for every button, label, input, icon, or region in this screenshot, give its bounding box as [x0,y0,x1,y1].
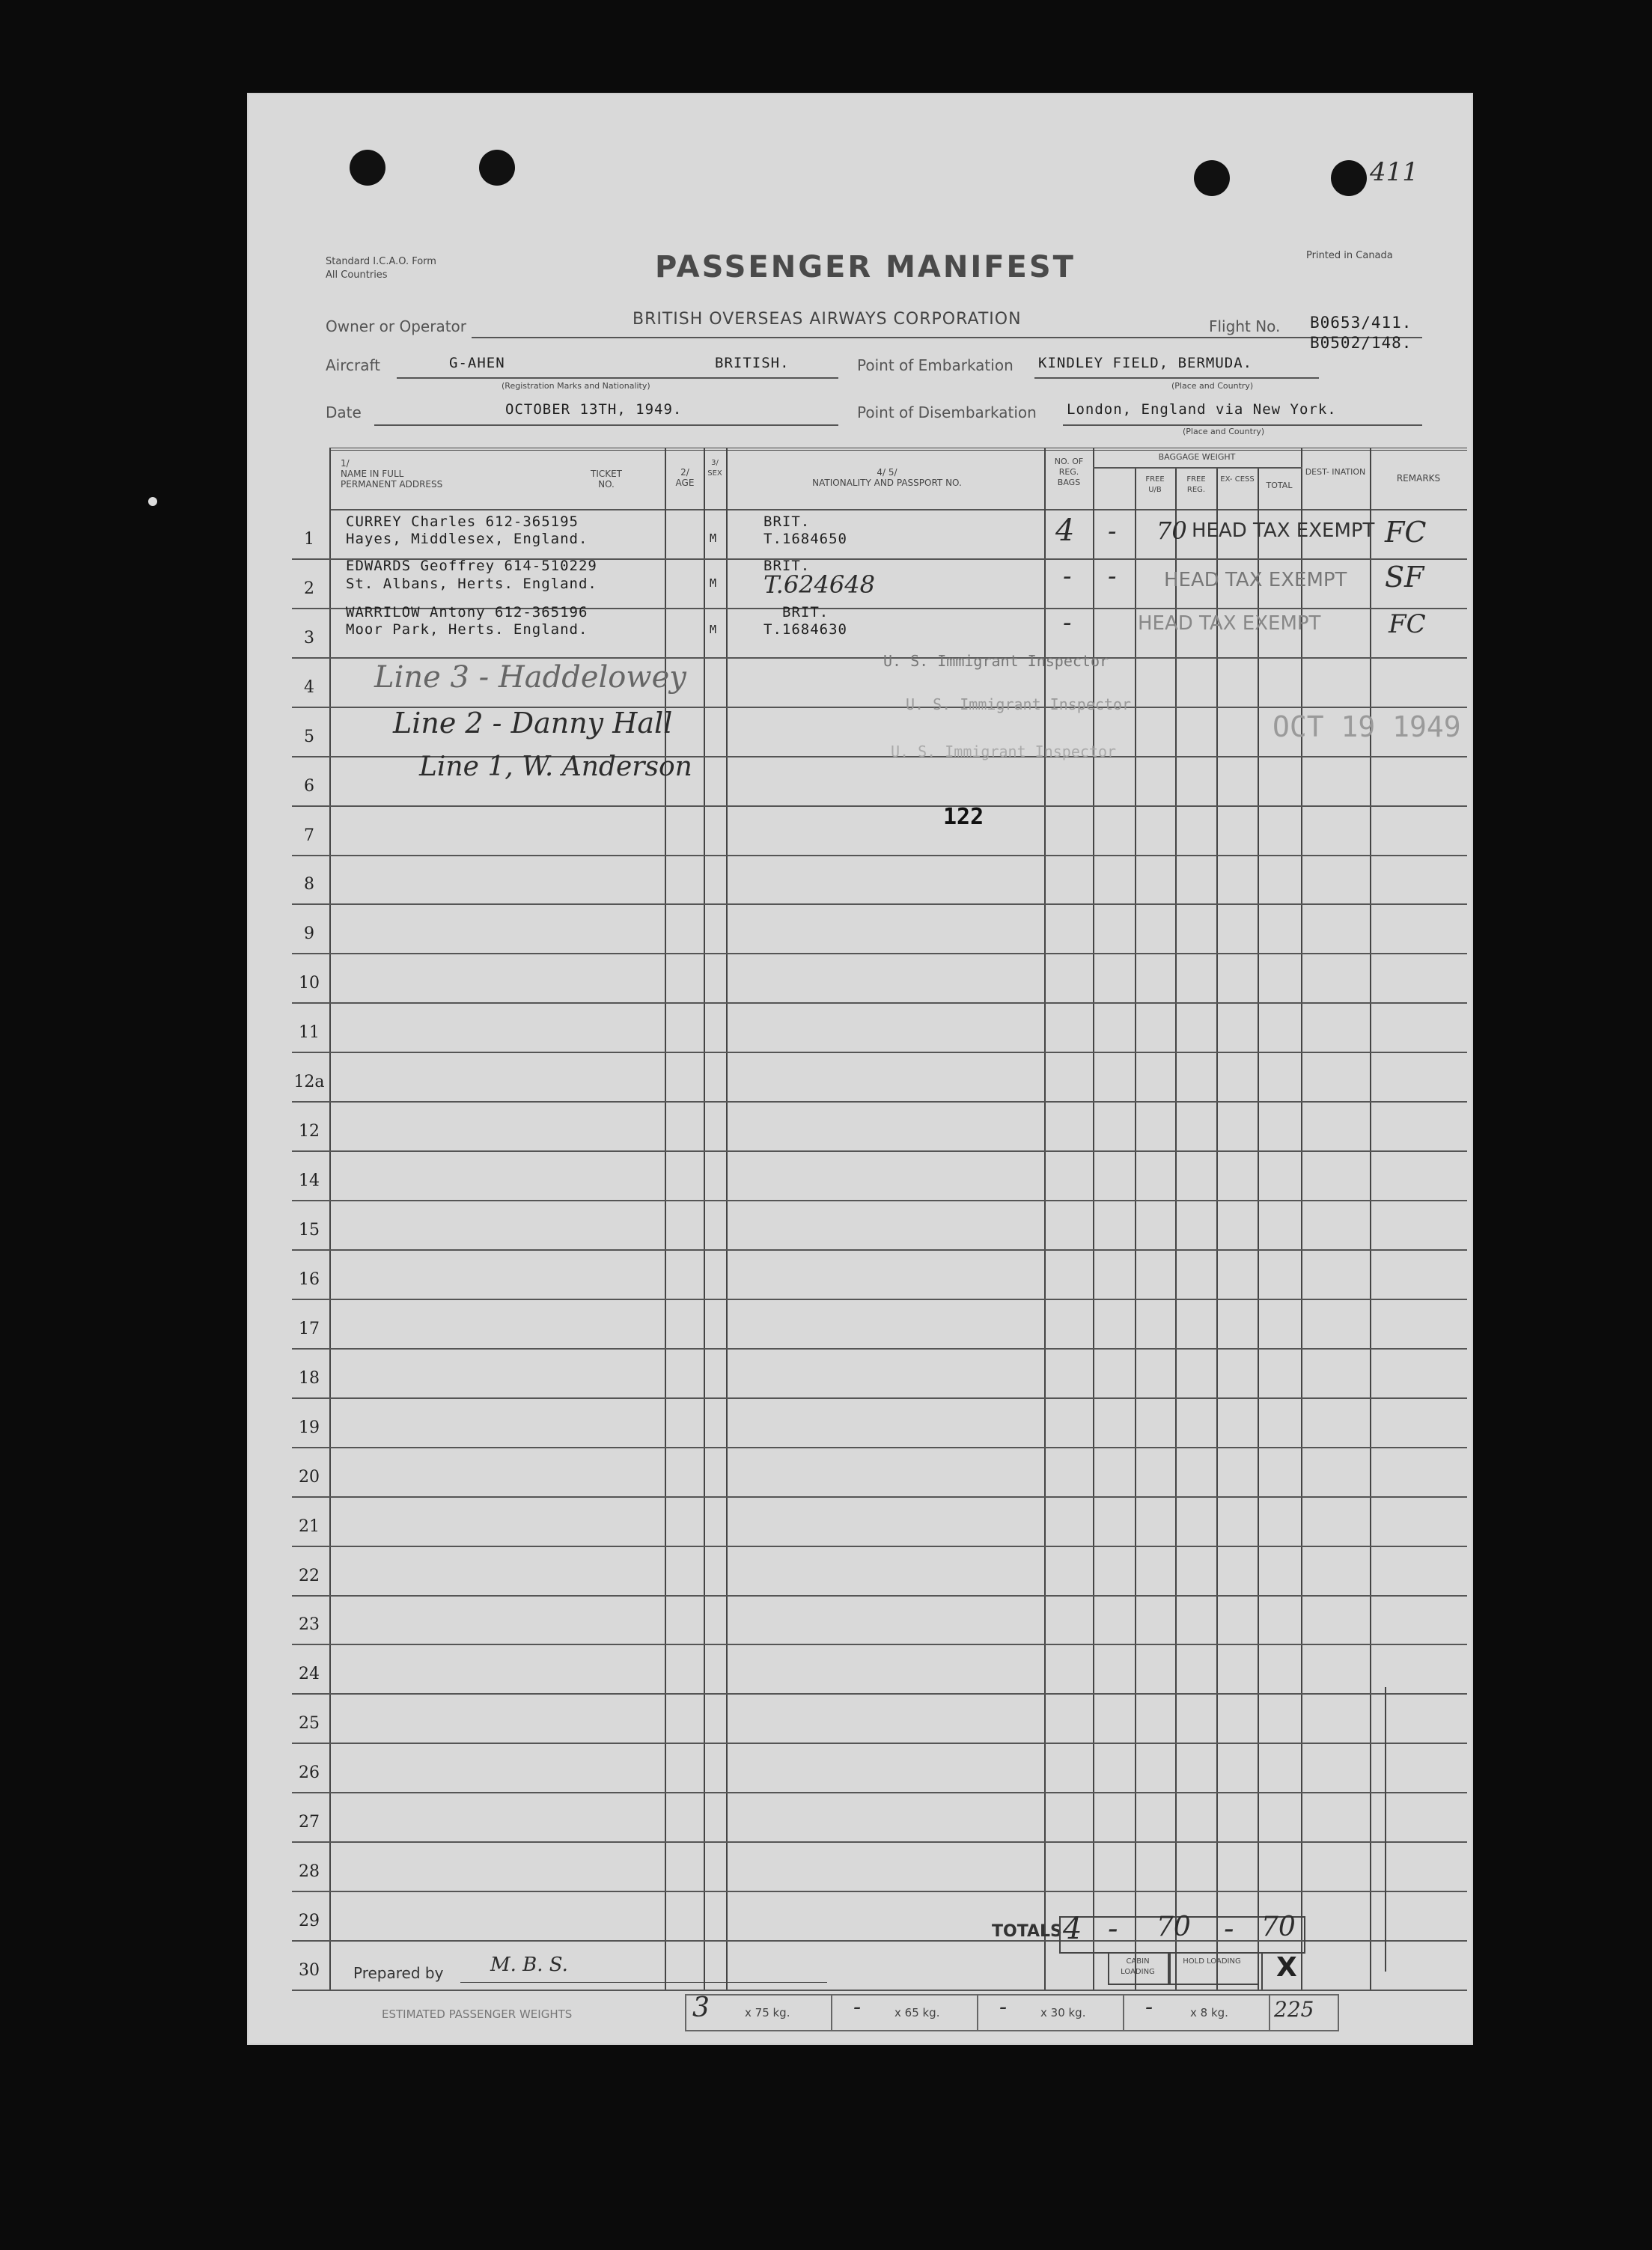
date-label: Date [326,403,362,421]
row-line [292,1299,1467,1300]
row-line [292,1150,1467,1152]
passenger-address: St. Albans, Herts. England. [346,576,597,592]
row-line [292,953,1467,954]
row-line [292,1693,1467,1695]
page-number: 411 [1370,157,1418,187]
weights-count-4: - [1145,1994,1153,2020]
weights-unit-2: x 65 kg. [894,2006,940,2019]
row-line [292,903,1467,905]
row-line [292,1002,1467,1004]
owner-value: BRITISH OVERSEAS AIRWAYS CORPORATION [633,310,1022,329]
printed-note: Printed in Canada [1306,250,1393,261]
row-number: 25 [299,1714,320,1734]
head-tax-stamp: HEAD TAX EXEMPT [1164,569,1347,591]
date-value: OCTOBER 13TH, 1949. [505,401,683,418]
row-number: 4 [304,677,314,697]
row-number: 11 [299,1023,320,1043]
col-destination: DEST- INATION [1305,467,1366,477]
row-line [292,1644,1467,1645]
cabin-loading-label: CABIN LOADING [1121,1957,1155,1976]
col-excess: EX- CESS [1220,475,1255,484]
passenger-name: CURREY Charles 612-365195 [346,513,579,530]
passenger-sex: M [710,623,718,636]
row-number: 26 [299,1763,320,1783]
col-nationality: 4/ 5/ NATIONALITY AND PASSPORT NO. [812,467,962,488]
passenger-free-reg: 70 [1156,516,1187,545]
row-line [292,1052,1467,1053]
passenger-name: WARRILOW Antony 612-365196 [346,604,588,621]
passenger-address: Moor Park, Herts. England. [346,621,588,638]
row-number: 8 [304,875,314,894]
passenger-address: Hayes, Middlesex, England. [346,531,588,547]
inspector-stamp-2: U. S. Immigrant Inspector [906,695,1132,713]
passenger-nationality: BRIT. [763,558,811,574]
row-number: 21 [299,1516,320,1536]
passenger-name: EDWARDS Geoffrey 614-510229 [346,558,597,574]
flight-label: Flight No. [1209,317,1281,335]
manifest-number: 122 [943,804,984,830]
weights-label: ESTIMATED PASSENGER WEIGHTS [382,2007,573,2021]
col-bags: NO. OF REG. BAGS [1054,457,1084,487]
weights-count-2: - [853,1994,862,2020]
row-number: 6 [304,776,314,796]
embark-label: Point of Embarkation [857,356,1014,374]
row-number: 28 [299,1862,320,1882]
punch-hole [479,150,515,186]
weights-total: 225 [1274,1997,1314,2022]
row-number: 19 [299,1418,320,1437]
row-line [292,1249,1467,1251]
flight-value-1: B0653/411. [1310,314,1412,332]
weights-count-1: 3 [692,1993,710,2023]
passenger-remarks: FC [1385,516,1427,549]
row-line [292,1595,1467,1597]
inspector-stamp-1: U. S. Immigrant Inspector [883,652,1109,670]
head-tax-stamp: HEAD TAX EXEMPT [1138,612,1321,635]
col-free-ub: FREE U/B [1145,475,1165,494]
punch-hole [350,150,385,186]
passenger-bags: - [1063,608,1072,638]
handwritten-line-3: Line 3 - Haddelowey [374,660,686,695]
row-line [292,1792,1467,1793]
row-number: 23 [299,1615,320,1635]
row-number: 18 [299,1368,320,1388]
row-number: 7 [304,826,314,845]
passenger-remarks: FC [1389,609,1426,639]
col-baggage-weight: BAGGAGE WEIGHT [1158,452,1236,462]
passenger-nationality: BRIT. [782,604,829,621]
owner-label: Owner or Operator [326,317,466,335]
totals-label: TOTALS [992,1922,1062,1941]
aircraft-label: Aircraft [326,356,381,374]
passenger-bags: - [1063,561,1072,591]
row-number: 9 [304,924,314,944]
totals-free-reg: 70 [1156,1912,1191,1942]
row-number: 22 [299,1566,320,1585]
passenger-free-ub: - [1108,561,1117,591]
row-line [292,1200,1467,1201]
row-line [292,855,1467,856]
totals-mark: X [1276,1952,1297,1983]
col-name: 1/ NAME IN FULL PERMANENT ADDRESS [341,458,443,490]
row-line [292,1496,1467,1498]
col-ticket: TICKET NO. [590,469,623,490]
row-line [292,1891,1467,1892]
punch-hole [1194,160,1230,196]
totals-total: 70 [1261,1912,1296,1942]
row-number: 1 [304,529,314,549]
row-number: 3 [304,628,314,647]
row-number: 16 [299,1269,320,1289]
disembark-label: Point of Disembarkation [857,403,1037,421]
col-free-reg: FREE REG. [1186,475,1206,494]
row-number: 17 [299,1319,320,1338]
row-line [292,1743,1467,1744]
aircraft-nationality: BRITISH. [715,355,790,371]
edge-dot [148,497,157,506]
row-number: 5 [304,727,314,746]
row-line [292,1101,1467,1103]
passenger-sex: M [710,576,718,590]
hold-loading-label: HOLD LOADING [1183,1957,1241,1966]
col-age: 2/ AGE [675,467,695,488]
row-line [292,1397,1467,1399]
passenger-passport: T.1684650 [763,531,847,547]
prepared-label: Prepared by [353,1964,444,1982]
totals-free-ub: - [1108,1912,1118,1946]
row-number: 15 [299,1221,320,1240]
col-total: TOTAL [1266,481,1293,490]
disembark-note: (Place and Country) [1183,427,1265,436]
inspector-stamp-3: U. S. Immigrant Inspector [891,743,1117,760]
prepared-value: M. B. S. [490,1954,568,1976]
embark-note: (Place and Country) [1171,381,1254,391]
form-countries: All Countries [326,269,388,281]
row-number: 24 [299,1665,320,1684]
form-standard: Standard I.C.A.O. Form [326,256,436,267]
row-line [292,657,1467,659]
row-line [292,805,1467,807]
row-number: 29 [299,1912,320,1931]
passenger-passport: T.1684630 [763,621,847,638]
page-title: PASSENGER MANIFEST [655,250,1076,284]
manifest-paper [247,93,1473,2045]
col-remarks: REMARKS [1396,473,1441,484]
head-tax-stamp: HEAD TAX EXEMPT [1192,519,1375,542]
row-line [292,1348,1467,1350]
punch-hole [1331,160,1367,196]
row-number: 12 [299,1122,320,1141]
row-number: 14 [299,1171,320,1191]
disembark-value: London, England via New York. [1067,401,1337,418]
flight-value-2: B0502/148. [1310,334,1412,352]
passenger-sex: M [710,531,718,545]
row-number: 10 [299,974,320,993]
row-line [292,1990,1467,1991]
aircraft-value: G-AHEN [449,355,505,371]
row-line [292,1447,1467,1448]
passenger-free-ub: - [1108,516,1117,546]
aircraft-note: (Registration Marks and Nationality) [502,381,650,391]
passenger-passport: T.624648 [763,570,875,599]
row-number: 12a [293,1073,325,1092]
col-sex: 3/ SEX [707,459,722,478]
weights-unit-3: x 30 kg. [1040,2006,1086,2019]
row-line [292,1841,1467,1843]
date-stamp: OCT 19 1949 [1272,710,1461,743]
weights-unit-4: x 8 kg. [1190,2006,1228,2019]
handwritten-line-1: Line 1, W. Anderson [419,751,692,782]
embark-value: KINDLEY FIELD, BERMUDA. [1038,355,1253,371]
row-number: 30 [299,1961,320,1980]
passenger-bags: 4 [1055,513,1075,548]
row-number: 20 [299,1467,320,1487]
row-line [292,1546,1467,1547]
passenger-remarks: SF [1385,561,1424,594]
passenger-nationality: BRIT. [763,513,811,530]
totals-excess: - [1224,1912,1234,1946]
row-number: 27 [299,1813,320,1832]
handwritten-line-2: Line 2 - Danny Hall [393,707,673,740]
totals-bags: 4 [1063,1912,1082,1946]
row-number: 2 [304,579,314,598]
weights-count-3: - [999,1994,1008,2020]
weights-unit-1: x 75 kg. [745,2006,790,2019]
